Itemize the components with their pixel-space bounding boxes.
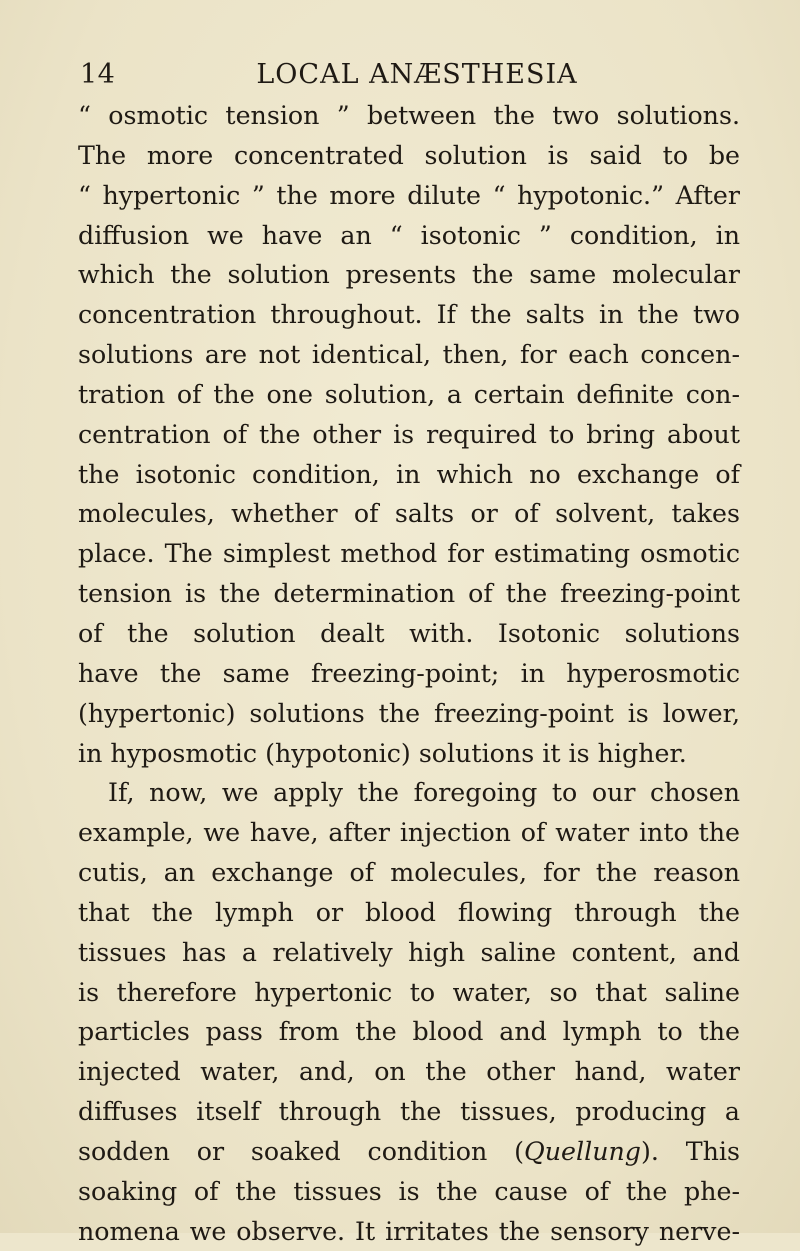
- text-line: the isotonic condition, in which no exchange of: [78, 459, 740, 489]
- text-segment: ). This: [640, 1136, 740, 1166]
- text-line: soaking of the tissues is the cause of the phe-: [78, 1176, 740, 1206]
- page-number: 14: [80, 59, 116, 90]
- text-line: example, we have, after injection of water into the: [78, 818, 740, 848]
- text-line: is therefore hypertonic to water, so that saline: [78, 977, 740, 1007]
- text-line: concentration throughout. If the salts in the two: [78, 300, 740, 330]
- text-line: nomena we observe. It irritates the sensory nerve-: [78, 1216, 740, 1246]
- text-line: “ hypertonic ” the more dilute “ hypotonic.” After: [78, 180, 740, 210]
- text-line: molecules, whether of salts or of solvent, takes: [78, 499, 740, 529]
- text-line: have the same freezing-point; in hyperosmotic: [78, 658, 740, 688]
- text-line: injected water, and, on the other hand, water: [78, 1057, 740, 1087]
- text-line: “ osmotic tension ” between the two solutions.: [78, 101, 740, 130]
- text-line: diffusion we have an “ isotonic ” condition, in: [78, 220, 740, 250]
- running-head: LOCAL ANÆSTHESIA: [256, 59, 578, 90]
- text-line: [78, 1132, 740, 1172]
- text-line: The more concentrated solution is said to be: [78, 140, 740, 170]
- text-line: solutions are not identical, then, for each concen-: [78, 340, 740, 370]
- text-line: diffuses itself through the tissues, producing a: [78, 1097, 740, 1127]
- text-line: centration of the other is required to bring about: [78, 419, 740, 449]
- text-line: tration of the one solution, a certain definite con-: [78, 379, 740, 409]
- text-line: in hyposmotic (hypotonic) solutions it is higher.: [78, 738, 687, 768]
- body-text: [78, 96, 740, 1251]
- text-line: particles pass from the blood and lymph to the: [78, 1017, 740, 1047]
- text-segment: sodden or soaked condition (: [78, 1136, 525, 1166]
- text-line: that the lymph or blood flowing through the: [78, 897, 740, 927]
- text-line: tension is the determination of the freezing-point: [78, 579, 740, 609]
- page-header: [80, 55, 740, 95]
- text-line: tissues has a relatively high saline content, and: [78, 937, 740, 967]
- text-line: (hypertonic) solutions the freezing-point is lower,: [78, 698, 740, 728]
- text-line: If, now, we apply the foregoing to our chosen: [108, 778, 740, 808]
- text-line: of the solution dealt with. Isotonic solutions: [78, 618, 740, 648]
- text-line: cutis, an exchange of molecules, for the reason: [78, 858, 740, 888]
- text-line: place. The simplest method for estimating osmotic: [78, 539, 740, 569]
- text-line: which the solution presents the same molecular: [78, 260, 740, 290]
- italic-term: Quellung: [524, 1136, 641, 1166]
